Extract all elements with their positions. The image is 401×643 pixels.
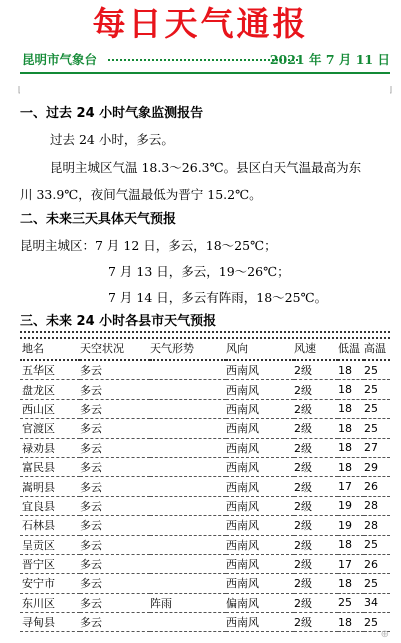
table-row bbox=[20, 613, 390, 632]
table-cell: 18 bbox=[338, 535, 364, 554]
table-cell: 晋宁区 bbox=[20, 554, 80, 573]
section1-heading: 一、过去 24 小时气象监测报告 bbox=[20, 106, 204, 121]
table-row bbox=[20, 593, 390, 612]
table-row bbox=[20, 477, 390, 496]
table-row bbox=[20, 457, 390, 476]
section1-line: 川 33.9℃，夜间气温最低为晋宁 15.2℃。 bbox=[20, 187, 262, 202]
asterisk-rule bbox=[20, 331, 390, 339]
table-cell: 2级 bbox=[294, 593, 338, 612]
table-cell: 盘龙区 bbox=[20, 380, 80, 399]
table-cell: 富民县 bbox=[20, 457, 80, 476]
table-cell: 2级 bbox=[294, 360, 338, 380]
section1-line: 昆明主城区气温 18.3～26.3℃。县区白天气温最高为东 bbox=[50, 160, 362, 175]
table-cell: 18 bbox=[338, 457, 364, 476]
watermark: ⊕ bbox=[380, 629, 389, 640]
table-cell: 28 bbox=[364, 516, 390, 535]
table-cell: 多云 bbox=[80, 496, 150, 515]
table-cell: 多云 bbox=[80, 419, 150, 438]
table-cell: 25 bbox=[338, 593, 364, 612]
forecast-line: 昆明主城区：7 月 12 日，多云，18～25℃； bbox=[20, 238, 277, 253]
section3-heading: 三、未来 24 小时各县市天气预报 bbox=[20, 314, 217, 329]
table-cell: 西南风 bbox=[226, 399, 294, 418]
forecast-line: 7 月 13 日，多云，19～26℃； bbox=[108, 264, 290, 279]
table-cell: 27 bbox=[364, 438, 390, 457]
table-row bbox=[20, 419, 390, 438]
table-cell: 东川区 bbox=[20, 593, 80, 612]
table-cell: 西南风 bbox=[226, 438, 294, 457]
table-cell: 西南风 bbox=[226, 496, 294, 515]
table-cell: 17 bbox=[338, 477, 364, 496]
table-cell: 禄劝县 bbox=[20, 438, 80, 457]
issuing-organization: 昆明市气象台 bbox=[22, 52, 98, 67]
table-cell: 18 bbox=[338, 438, 364, 457]
table-cell: 安宁市 bbox=[20, 574, 80, 593]
table-cell bbox=[150, 419, 226, 438]
table-cell: 西南风 bbox=[226, 613, 294, 632]
table-row bbox=[20, 360, 390, 380]
table-cell: 2级 bbox=[294, 613, 338, 632]
table-cell: 多云 bbox=[80, 380, 150, 399]
table-cell: 2级 bbox=[294, 554, 338, 573]
table-cell: 18 bbox=[338, 399, 364, 418]
table-cell: 2级 bbox=[294, 574, 338, 593]
table-cell: 2级 bbox=[294, 399, 338, 418]
table-cell bbox=[150, 535, 226, 554]
county-forecast-table bbox=[20, 339, 390, 632]
table-row bbox=[20, 496, 390, 515]
table-header-row bbox=[20, 339, 390, 356]
report-date: 2021 年 7 月 11 日 bbox=[269, 52, 390, 67]
table-cell: 多云 bbox=[80, 399, 150, 418]
table-body bbox=[20, 360, 390, 632]
table-cell: 西南风 bbox=[226, 574, 294, 593]
table-cell bbox=[150, 574, 226, 593]
table-cell bbox=[150, 438, 226, 457]
table-cell: 25 bbox=[364, 535, 390, 554]
table-row bbox=[20, 516, 390, 535]
column-header: 风速 bbox=[294, 341, 316, 355]
table-cell: 2级 bbox=[294, 535, 338, 554]
table-cell: 2级 bbox=[294, 516, 338, 535]
table-cell: 29 bbox=[364, 457, 390, 476]
table-cell: 2级 bbox=[294, 496, 338, 515]
table-cell bbox=[150, 477, 226, 496]
table-cell: 多云 bbox=[80, 457, 150, 476]
table-cell: 多云 bbox=[80, 554, 150, 573]
column-header: 天空状况 bbox=[80, 341, 124, 355]
table-row bbox=[20, 399, 390, 418]
column-header: 风向 bbox=[226, 341, 248, 355]
table-cell: 25 bbox=[364, 380, 390, 399]
table-cell: 18 bbox=[338, 574, 364, 593]
table-cell: 25 bbox=[364, 399, 390, 418]
table-cell: 阵雨 bbox=[150, 593, 226, 612]
table-row bbox=[20, 438, 390, 457]
table-cell: 西南风 bbox=[226, 554, 294, 573]
table-cell: 25 bbox=[364, 574, 390, 593]
table-cell: 多云 bbox=[80, 438, 150, 457]
table-row bbox=[20, 554, 390, 573]
table-cell: 西南风 bbox=[226, 419, 294, 438]
table-cell: 多云 bbox=[80, 574, 150, 593]
table-cell bbox=[150, 360, 226, 380]
table-cell: 多云 bbox=[80, 593, 150, 612]
table-cell: 西南风 bbox=[226, 477, 294, 496]
table-cell: 嵩明县 bbox=[20, 477, 80, 496]
table-cell: 多云 bbox=[80, 477, 150, 496]
section1-line: 过去 24 小时，多云。 bbox=[50, 132, 174, 147]
table-cell: 26 bbox=[364, 477, 390, 496]
table-cell: 西南风 bbox=[226, 516, 294, 535]
table-cell: 18 bbox=[338, 380, 364, 399]
header-rule bbox=[20, 72, 390, 74]
crop-mark-icon bbox=[12, 86, 20, 94]
table-cell bbox=[150, 516, 226, 535]
table-cell bbox=[150, 496, 226, 515]
table-cell: 石林县 bbox=[20, 516, 80, 535]
table-cell: 宜良县 bbox=[20, 496, 80, 515]
table-cell: 19 bbox=[338, 496, 364, 515]
table-row bbox=[20, 535, 390, 554]
table-cell: 五华区 bbox=[20, 360, 80, 380]
table-cell: 多云 bbox=[80, 516, 150, 535]
table-cell: 西南风 bbox=[226, 457, 294, 476]
table-row bbox=[20, 380, 390, 399]
column-header: 低温 bbox=[338, 341, 360, 355]
table-cell: 17 bbox=[338, 554, 364, 573]
section2-heading: 二、未来三天具体天气预报 bbox=[20, 212, 177, 227]
table-cell bbox=[150, 613, 226, 632]
table-cell: 寻甸县 bbox=[20, 613, 80, 632]
table-cell bbox=[150, 457, 226, 476]
forecast-line: 7 月 14 日，多云有阵雨，18～25℃。 bbox=[108, 290, 328, 305]
table-cell: 19 bbox=[338, 516, 364, 535]
table-cell: 28 bbox=[364, 496, 390, 515]
org-date-line bbox=[22, 50, 390, 70]
table-cell: 26 bbox=[364, 554, 390, 573]
table-cell: 西南风 bbox=[226, 360, 294, 380]
table-cell: 多云 bbox=[80, 360, 150, 380]
table-cell: 18 bbox=[338, 360, 364, 380]
table-cell bbox=[150, 554, 226, 573]
table-cell: 多云 bbox=[80, 613, 150, 632]
crop-mark-icon bbox=[390, 86, 398, 94]
table-cell: 2级 bbox=[294, 438, 338, 457]
table-cell: 多云 bbox=[80, 535, 150, 554]
table-cell: 2级 bbox=[294, 380, 338, 399]
table-row bbox=[20, 574, 390, 593]
table-cell: 西山区 bbox=[20, 399, 80, 418]
table-cell bbox=[150, 380, 226, 399]
table-cell: 25 bbox=[364, 613, 390, 632]
table-cell: 25 bbox=[364, 419, 390, 438]
table-cell: 2级 bbox=[294, 419, 338, 438]
table-cell: 官渡区 bbox=[20, 419, 80, 438]
table-cell: 呈贡区 bbox=[20, 535, 80, 554]
report-title: 每日天气通报 bbox=[92, 4, 309, 43]
table-cell: 18 bbox=[338, 419, 364, 438]
column-header: 地名 bbox=[22, 341, 44, 355]
column-header: 高温 bbox=[364, 341, 386, 355]
table-cell: 2级 bbox=[294, 477, 338, 496]
column-header: 天气形势 bbox=[150, 341, 194, 355]
table-cell: 18 bbox=[338, 613, 364, 632]
table-cell: 2级 bbox=[294, 457, 338, 476]
table-cell bbox=[150, 399, 226, 418]
table-cell: 偏南风 bbox=[226, 593, 294, 612]
table-cell: 西南风 bbox=[226, 380, 294, 399]
table-cell: 西南风 bbox=[226, 535, 294, 554]
table-cell: 34 bbox=[364, 593, 390, 612]
table-cell: 25 bbox=[364, 360, 390, 380]
